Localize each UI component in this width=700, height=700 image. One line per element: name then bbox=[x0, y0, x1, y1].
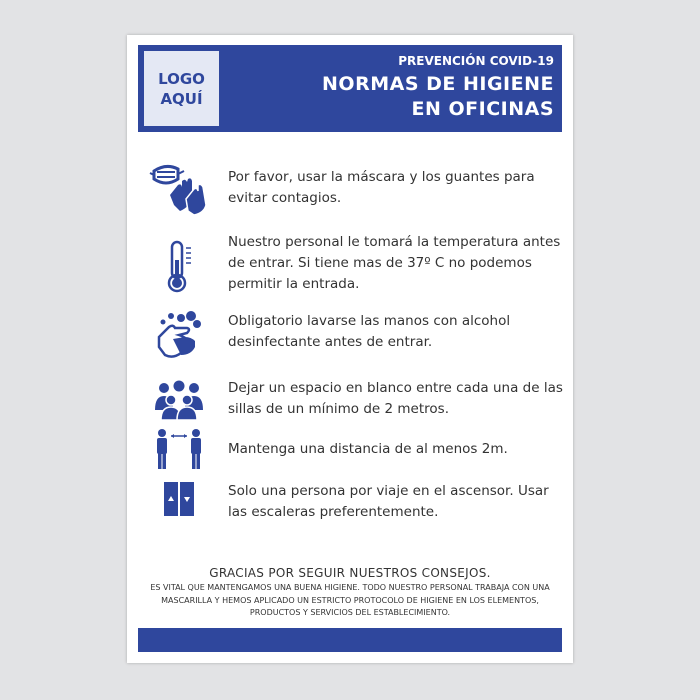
rule-text-6: Solo una persona por viaje en el ascensor. Usar las escaleras preferentemente. bbox=[228, 483, 549, 520]
rule-distance bbox=[144, 421, 564, 477]
handwash-icon bbox=[144, 307, 214, 363]
rule-mask-gloves bbox=[144, 153, 564, 223]
logo-placeholder bbox=[144, 51, 219, 126]
footer bbox=[138, 565, 562, 620]
rule-text-4: Dejar un espacio en blanco entre cada una de las sillas de un mínimo de 2 metros. bbox=[228, 380, 563, 417]
header-text bbox=[322, 53, 554, 122]
rule-handwash bbox=[144, 307, 564, 363]
rule-temperature bbox=[144, 231, 564, 301]
rule-text-3: Obligatorio lavarse las manos con alcohol desinfectante antes de entrar. bbox=[228, 313, 511, 350]
header-banner bbox=[138, 45, 562, 132]
logo-line-2: AQUÍ bbox=[160, 89, 203, 108]
poster bbox=[127, 35, 573, 663]
logo-line-1: LOGO bbox=[158, 69, 205, 88]
rule-text-5: Mantenga una distancia de al menos 2m. bbox=[228, 441, 508, 457]
distance-icon bbox=[144, 421, 214, 477]
rule-text-1: Por favor, usar la máscara y los guantes para evitar contagios. bbox=[228, 169, 535, 206]
rule-elevator bbox=[144, 471, 564, 527]
thermometer-icon bbox=[144, 231, 214, 301]
header-subtitle: PREVENCIÓN COVID-19 bbox=[398, 54, 554, 68]
footer-body: ES VITAL QUE MANTENGAMOS UNA BUENA HIGIENE. TODO NUESTRO PERSONAL TRABAJA CON UNA MASCARILLA Y HEMOS APLICADO UN ESTRICTO PROTOCOLO DE HIGIENE EN LOS ELEMENTOS, PRODUCTOS Y SERVICIOS DEL ESTABLECIMIENTO. bbox=[150, 583, 550, 617]
mask-gloves-icon bbox=[144, 153, 214, 223]
elevator-icon bbox=[144, 471, 214, 527]
header-title-line-2: EN OFICINAS bbox=[411, 98, 554, 120]
header-title-line-1: NORMAS DE HIGIENE bbox=[322, 73, 554, 95]
bottom-bar bbox=[138, 628, 562, 652]
rule-text-2: Nuestro personal le tomará la temperatura antes de entrar. Si tiene mas de 37º C no podemos permitir la entrada. bbox=[228, 234, 561, 292]
footer-title: GRACIAS POR SEGUIR NUESTROS CONSEJOS. bbox=[209, 566, 491, 580]
